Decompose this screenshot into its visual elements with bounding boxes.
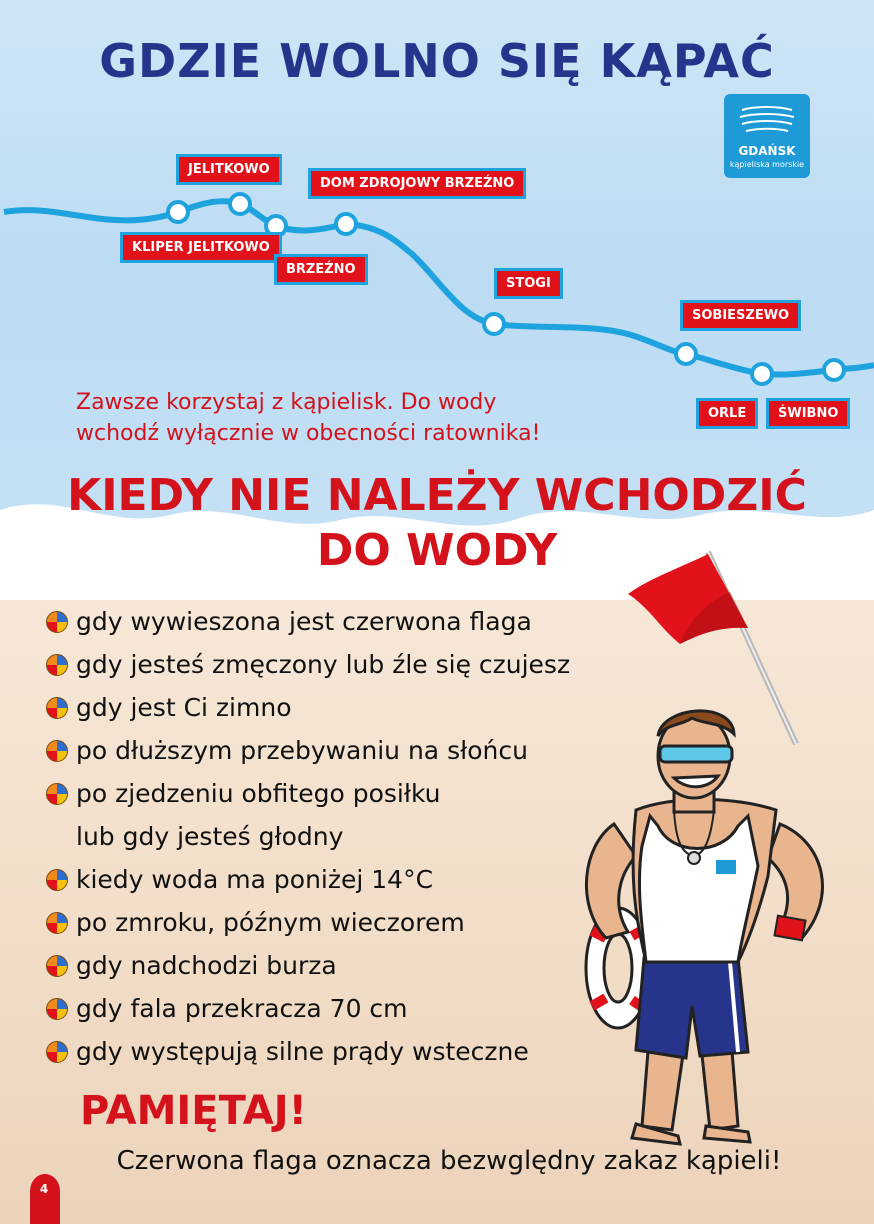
- beach-ball-icon: [46, 869, 68, 891]
- page-title: GDZIE WOLNO SIĘ KĄPAĆ: [99, 34, 775, 88]
- beach-marker: [336, 214, 356, 234]
- list-item-text: po zmroku, późnym wieczorem: [76, 908, 465, 937]
- beach-ball-icon: [46, 783, 68, 805]
- beach-tag-kliper-jelitkowo: KLIPER JELITKOWO: [120, 232, 282, 263]
- safety-note-line1: Zawsze korzystaj z kąpielisk. Do wody: [76, 390, 497, 415]
- safety-note: [0, 388, 700, 450]
- page-number: 4: [39, 1182, 49, 1196]
- beach-tag-stogi: STOGI: [494, 268, 563, 299]
- beach-ball-icon: [46, 955, 68, 977]
- waves-icon: [738, 104, 796, 140]
- list-item-text: gdy fala przekracza 70 cm: [76, 994, 408, 1023]
- beach-ball-icon: [46, 654, 68, 676]
- list-item: [46, 600, 666, 643]
- beach-marker: [168, 202, 188, 222]
- list-item-text: gdy wywieszona jest czerwona flaga: [76, 607, 532, 636]
- beach-marker: [484, 314, 504, 334]
- list-item-text: po dłuższym przebywaniu na słońcu: [76, 736, 528, 765]
- beach-tag-sobieszewo: SOBIESZEWO: [680, 300, 801, 331]
- beach-ball-icon: [46, 998, 68, 1020]
- list-item-text: kiedy woda ma poniżej 14°C: [76, 865, 434, 894]
- beach-ball-icon: [46, 611, 68, 633]
- list-item: [46, 643, 666, 686]
- list-item-text: lub gdy jesteś głodny: [76, 822, 344, 851]
- list-item-text: gdy jest Ci zimno: [76, 693, 292, 722]
- beach-marker: [752, 364, 772, 384]
- beach-tag-swibno: ŚWIBNO: [766, 398, 850, 429]
- beach-tag-brzezno: BRZEŹNO: [274, 254, 368, 285]
- beach-ball-icon: [46, 1041, 68, 1063]
- beach-marker: [824, 360, 844, 380]
- logo-name: GDAŃSK: [738, 144, 796, 158]
- list-item-text: po zjedzeniu obfitego posiłku: [76, 779, 441, 808]
- beach-tag-dom-zdrojowy-brzezno: DOM ZDROJOWY BRZEŹNO: [308, 168, 526, 199]
- beach-marker: [230, 194, 250, 214]
- beach-ball-icon: [46, 697, 68, 719]
- list-item-text: gdy nadchodzi burza: [76, 951, 337, 980]
- beach-ball-icon: [46, 740, 68, 762]
- lifeguard-illustration: [562, 706, 862, 1146]
- remember-heading: PAMIĘTAJ!: [80, 1088, 307, 1134]
- section-heading-line1: KIEDY NIE NALEŻY WCHODZIĆ: [67, 470, 807, 521]
- footer-text: Czerwona flaga oznacza bezwględny zakaz kąpieli!: [116, 1146, 782, 1176]
- logo-subtitle: kąpieliska morskie: [729, 160, 805, 169]
- safety-note-line2: wchodź wyłącznie w obecności ratownika!: [76, 420, 541, 446]
- list-item-text: gdy jesteś zmęczony lub źle się czujesz: [76, 650, 571, 679]
- beach-tag-orle: ORLE: [696, 398, 758, 429]
- page-number-badge: [26, 1174, 64, 1224]
- beach-ball-icon: [46, 912, 68, 934]
- list-item-text: gdy występują silne prądy wsteczne: [76, 1037, 529, 1066]
- beach-marker: [676, 344, 696, 364]
- section-heading-line2: DO WODY: [316, 525, 558, 576]
- beach-tag-jelitkowo: JELITKOWO: [176, 154, 282, 185]
